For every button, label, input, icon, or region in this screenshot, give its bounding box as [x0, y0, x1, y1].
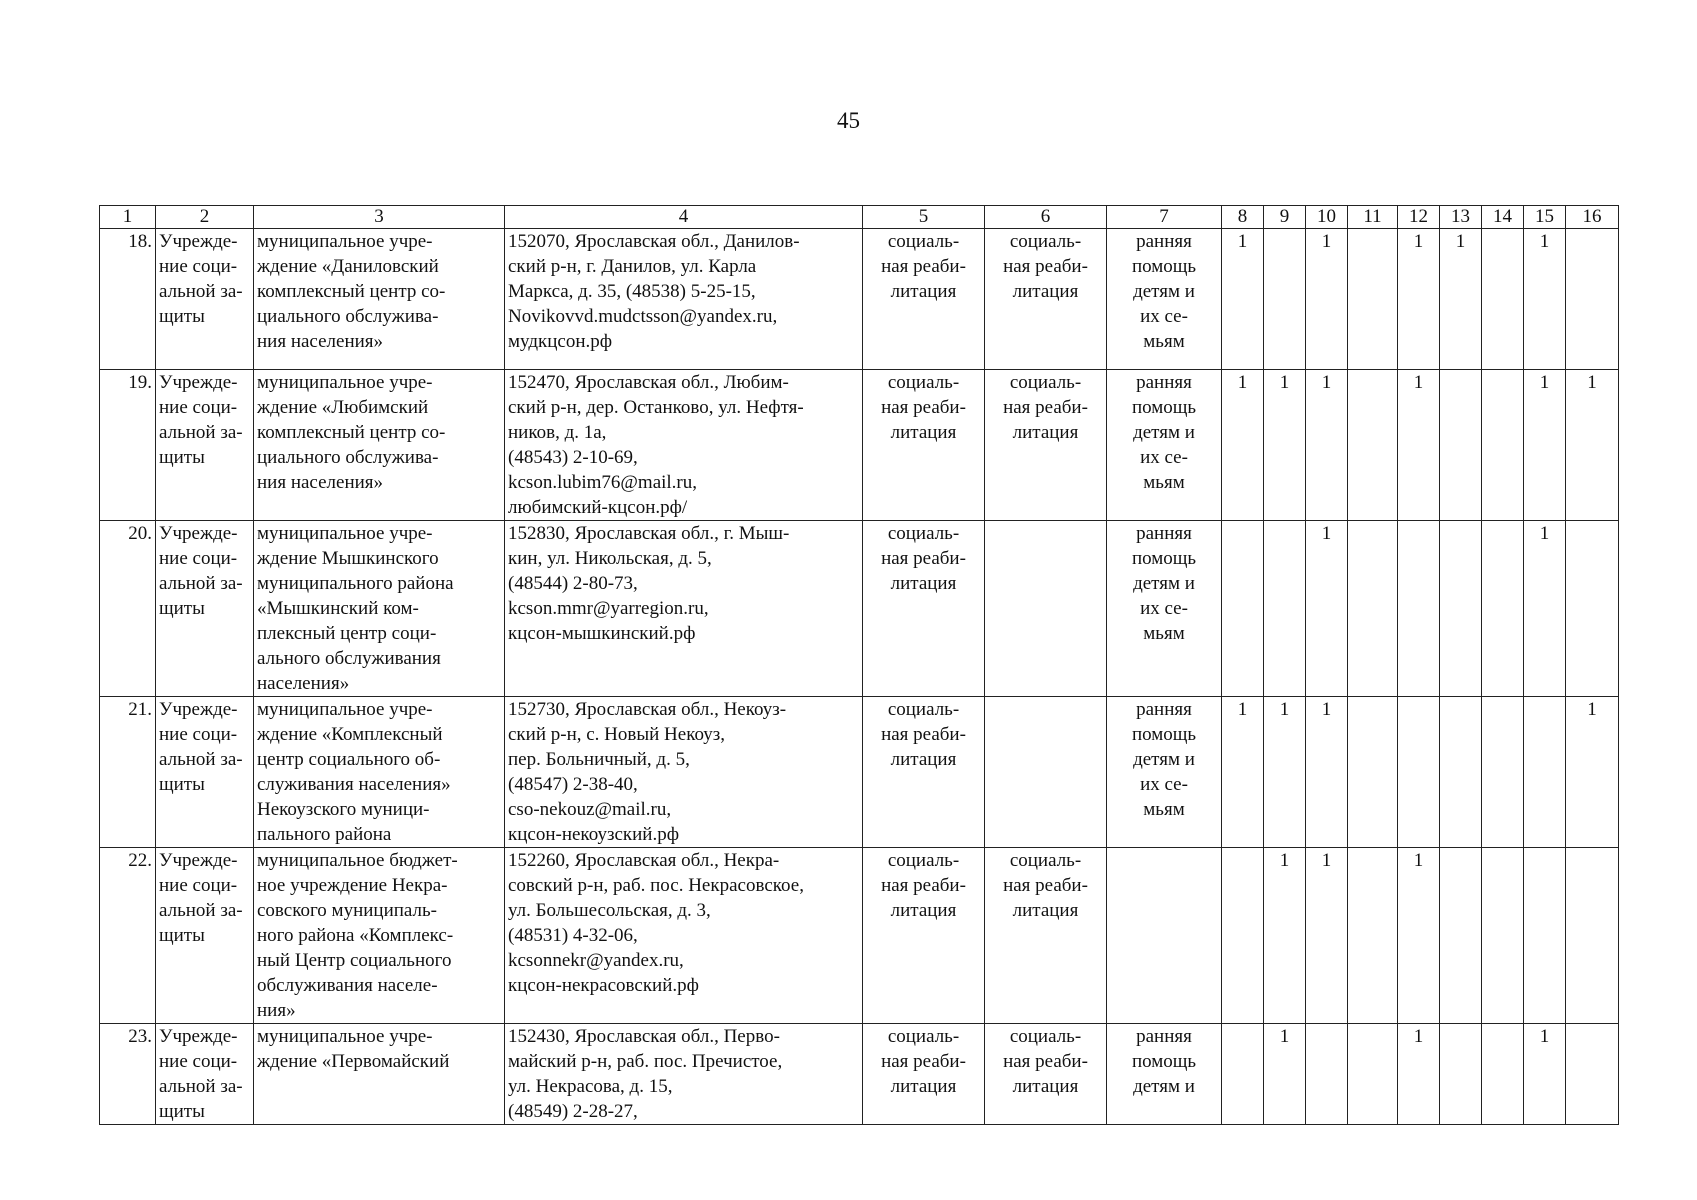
service-col6-line: социаль-	[1009, 1026, 1082, 1047]
institution-address-line: (48547) 2-38-40,	[508, 774, 638, 795]
institution-address-line: кин, ул. Никольская, д. 5,	[508, 548, 712, 569]
institution-type-line: альной за-	[159, 281, 243, 302]
institution-type	[156, 521, 254, 697]
institution-name-line: пального района	[257, 824, 392, 845]
service-col5	[863, 370, 985, 521]
mark-col13	[1440, 697, 1482, 848]
service-col7-line: мьям	[1143, 472, 1185, 493]
service-col7-line: их се-	[1140, 598, 1188, 619]
institution-name-line: муниципальное учре-	[257, 1026, 433, 1047]
mark-col9	[1264, 229, 1306, 370]
institution-type-line: альной за-	[159, 1076, 243, 1097]
institution-name-line: муниципальное учре-	[257, 231, 433, 252]
institution-name-line: центр социального об-	[257, 749, 441, 770]
service-col7	[1107, 848, 1222, 1024]
mark-col14	[1482, 1024, 1524, 1125]
mark-col12: 1	[1398, 370, 1440, 521]
institution-name	[254, 1024, 505, 1125]
institution-type	[156, 1024, 254, 1125]
service-col7-line: ранняя	[1136, 523, 1192, 544]
mark-col8	[1222, 1024, 1264, 1125]
mark-col9: 1	[1264, 848, 1306, 1024]
institution-name-line: «Мышкинский ком-	[257, 598, 419, 619]
service-col7-line: ранняя	[1136, 231, 1192, 252]
mark-col12: 1	[1398, 229, 1440, 370]
row-number: 20.	[100, 521, 156, 697]
institution-address-line: Маркса, д. 35, (48538) 5-25-15,	[508, 281, 756, 302]
institution-address-line: ский р-н, с. Новый Некоуз,	[508, 724, 726, 745]
service-col7-line: детям и	[1133, 281, 1195, 302]
institution-type	[156, 370, 254, 521]
column-header-7: 7	[1107, 206, 1222, 229]
institution-type-line: Учрежде-	[159, 699, 238, 720]
column-header-10: 10	[1306, 206, 1348, 229]
service-col7-line: детям и	[1133, 1076, 1195, 1097]
mark-col16	[1566, 521, 1619, 697]
institution-type-line: альной за-	[159, 573, 243, 594]
service-col7-line: детям и	[1133, 749, 1195, 770]
mark-col13	[1440, 521, 1482, 697]
institution-type-line: ние соци-	[159, 397, 238, 418]
institution-type-line: щиты	[159, 1101, 205, 1122]
mark-col16	[1566, 848, 1619, 1024]
institution-type-line: ние соци-	[159, 1051, 238, 1072]
column-header-9: 9	[1264, 206, 1306, 229]
institution-type-line: ние соци-	[159, 724, 238, 745]
institution-address-line: ский р-н, дер. Останково, ул. Нефтя-	[508, 397, 804, 418]
service-col5	[863, 229, 985, 370]
institution-name-line: ждение «Любимский	[257, 397, 429, 418]
institution-name-line: ального обслуживания	[257, 648, 441, 669]
institution-address-line: kcsonnekr@yandex.ru,	[508, 950, 684, 971]
mark-col11	[1348, 848, 1398, 1024]
mark-col15	[1524, 697, 1566, 848]
mark-col8: 1	[1222, 697, 1264, 848]
institution-address-line: 152470, Ярославская обл., Любим-	[508, 372, 789, 393]
institution-address-line: (48544) 2-80-73,	[508, 573, 638, 594]
mark-col12: 1	[1398, 848, 1440, 1024]
institution-type-line: Учрежде-	[159, 1026, 238, 1047]
service-col6	[985, 521, 1107, 697]
institution-name-line: Некоузского муници-	[257, 799, 430, 820]
mark-col8: 1	[1222, 370, 1264, 521]
column-header-12: 12	[1398, 206, 1440, 229]
service-col7-line: детям и	[1133, 573, 1195, 594]
institution-name-line: ждение Мышкинского	[257, 548, 439, 569]
service-col6	[985, 1024, 1107, 1125]
row-number: 22.	[100, 848, 156, 1024]
column-header-14: 14	[1482, 206, 1524, 229]
mark-col15: 1	[1524, 229, 1566, 370]
column-header-1: 1	[100, 206, 156, 229]
column-header-8: 8	[1222, 206, 1264, 229]
service-col6-line: социаль-	[1009, 372, 1082, 393]
service-col6	[985, 697, 1107, 848]
mark-col14	[1482, 521, 1524, 697]
institution-address	[505, 521, 863, 697]
service-col5	[863, 1024, 985, 1125]
row-number: 18.	[100, 229, 156, 370]
mark-col9: 1	[1264, 1024, 1306, 1125]
mark-col14	[1482, 229, 1524, 370]
service-col7-line: помощь	[1131, 1051, 1197, 1072]
institution-address-line: кцсон-мышкинский.рф	[508, 623, 696, 644]
service-col7-line: мьям	[1143, 799, 1185, 820]
institution-name-line: обслуживания населе-	[257, 975, 438, 996]
mark-col15: 1	[1524, 1024, 1566, 1125]
institution-type-line: ние соци-	[159, 548, 238, 569]
institution-address-line: cso-nekouz@mail.ru,	[508, 799, 672, 820]
institution-address-line: мудкцсон.рф	[508, 331, 613, 352]
institution-address-line: совский р-н, раб. пос. Некрасовское,	[508, 875, 804, 896]
service-col6	[985, 370, 1107, 521]
institution-type-line: щиты	[159, 447, 205, 468]
column-header-3: 3	[254, 206, 505, 229]
mark-col8	[1222, 848, 1264, 1024]
service-col5-line: социаль-	[887, 1026, 960, 1047]
institution-address-line: kcson.mmr@yarregion.ru,	[508, 598, 709, 619]
institution-address-line: кцсон-некоузский.рф	[508, 824, 680, 845]
service-col6-line: ная реаби-	[1003, 1051, 1088, 1072]
institution-address-line: ников, д. 1а,	[508, 422, 607, 443]
service-col6-line: литация	[1012, 900, 1079, 921]
service-col6	[985, 848, 1107, 1024]
service-col7	[1107, 1024, 1222, 1125]
mark-col8	[1222, 521, 1264, 697]
page-number: 45	[837, 108, 860, 133]
mark-col12	[1398, 521, 1440, 697]
column-header-13: 13	[1440, 206, 1482, 229]
institution-address-line: kcson.lubim76@mail.ru,	[508, 472, 698, 493]
service-col6-line: социаль-	[1009, 850, 1082, 871]
service-col6-line: ная реаби-	[1003, 256, 1088, 277]
institution-name-line: ния населения»	[257, 331, 384, 352]
institution-address-line: 152730, Ярославская обл., Некоуз-	[508, 699, 787, 720]
service-col7-line: помощь	[1131, 397, 1197, 418]
institution-name	[254, 229, 505, 370]
row-number: 23.	[100, 1024, 156, 1125]
service-col5	[863, 521, 985, 697]
institution-type	[156, 848, 254, 1024]
service-col5-line: социаль-	[887, 699, 960, 720]
institution-type-line: ние соци-	[159, 256, 238, 277]
service-col6-line: ная реаби-	[1003, 875, 1088, 896]
row-number: 21.	[100, 697, 156, 848]
column-header-6: 6	[985, 206, 1107, 229]
service-col7-line: помощь	[1131, 548, 1197, 569]
institution-address	[505, 229, 863, 370]
mark-col16: 1	[1566, 370, 1619, 521]
mark-col15	[1524, 848, 1566, 1024]
institution-type	[156, 697, 254, 848]
institution-address	[505, 370, 863, 521]
institution-type-line: альной за-	[159, 900, 243, 921]
institution-address	[505, 848, 863, 1024]
institution-name-line: совского муниципаль-	[257, 900, 437, 921]
table-row	[100, 370, 1619, 521]
service-col7-line: детям и	[1133, 422, 1195, 443]
service-col6-line: литация	[1012, 281, 1079, 302]
service-col7	[1107, 229, 1222, 370]
institution-name-line: муниципальное учре-	[257, 699, 433, 720]
service-col5-line: литация	[890, 900, 957, 921]
service-col7-line: ранняя	[1136, 1026, 1192, 1047]
mark-col11	[1348, 521, 1398, 697]
service-col5-line: ная реаби-	[881, 548, 966, 569]
institution-type-line: Учрежде-	[159, 372, 238, 393]
mark-col13: 1	[1440, 229, 1482, 370]
institution-name-line: ждение «Даниловский	[257, 256, 439, 277]
institution-name-line: муниципальное учре-	[257, 523, 433, 544]
institution-name	[254, 848, 505, 1024]
service-col5	[863, 697, 985, 848]
institution-name-line: ждение «Первомайский	[257, 1051, 450, 1072]
institution-address-line: (48543) 2-10-69,	[508, 447, 638, 468]
column-header-5: 5	[863, 206, 985, 229]
mark-col10: 1	[1306, 521, 1348, 697]
service-col6-line: литация	[1012, 422, 1079, 443]
mark-col10: 1	[1306, 697, 1348, 848]
mark-col8: 1	[1222, 229, 1264, 370]
institution-name-line: ное учреждение Некра-	[257, 875, 448, 896]
institution-type-line: щиты	[159, 925, 205, 946]
institution-name-line: ждение «Комплексный	[257, 724, 443, 745]
institution-name-line: комплексный центр со-	[257, 422, 446, 443]
institution-name-line: циального обслужива-	[257, 447, 439, 468]
institution-address	[505, 1024, 863, 1125]
service-col5-line: социаль-	[887, 231, 960, 252]
institution-address-line: 152430, Ярославская обл., Перво-	[508, 1026, 780, 1047]
mark-col13	[1440, 370, 1482, 521]
mark-col10: 1	[1306, 370, 1348, 521]
table-row	[100, 697, 1619, 848]
table-row	[100, 229, 1619, 370]
mark-col13	[1440, 848, 1482, 1024]
mark-col10: 1	[1306, 848, 1348, 1024]
column-header-2: 2	[156, 206, 254, 229]
institution-type-line: альной за-	[159, 749, 243, 770]
institution-address-line: (48549) 2-28-27,	[508, 1101, 638, 1122]
mark-col9: 1	[1264, 697, 1306, 848]
service-col5-line: ная реаби-	[881, 256, 966, 277]
institution-name	[254, 370, 505, 521]
mark-col9	[1264, 521, 1306, 697]
service-col5-line: социаль-	[887, 850, 960, 871]
institution-name	[254, 521, 505, 697]
column-header-4: 4	[505, 206, 863, 229]
mark-col16: 1	[1566, 697, 1619, 848]
institution-type-line: альной за-	[159, 422, 243, 443]
mark-col15: 1	[1524, 370, 1566, 521]
institution-address-line: майский р-н, раб. пос. Пречистое,	[508, 1051, 783, 1072]
service-col5-line: ная реаби-	[881, 397, 966, 418]
mark-col16	[1566, 229, 1619, 370]
institution-name-line: муниципальное учре-	[257, 372, 433, 393]
service-col7-line: мьям	[1143, 623, 1185, 644]
mark-col16	[1566, 1024, 1619, 1125]
mark-col9: 1	[1264, 370, 1306, 521]
service-col5-line: ная реаби-	[881, 875, 966, 896]
mark-col11	[1348, 1024, 1398, 1125]
institution-address	[505, 697, 863, 848]
service-col7-line: помощь	[1131, 724, 1197, 745]
mark-col14	[1482, 370, 1524, 521]
institution-name	[254, 697, 505, 848]
institution-type-line: Учрежде-	[159, 231, 238, 252]
service-col7-line: их се-	[1140, 447, 1188, 468]
mark-col11	[1348, 370, 1398, 521]
service-col6-line: ная реаби-	[1003, 397, 1088, 418]
service-col7-line: ранняя	[1136, 699, 1192, 720]
service-col7	[1107, 697, 1222, 848]
table-row	[100, 848, 1619, 1024]
service-col7	[1107, 370, 1222, 521]
institution-type-line: щиты	[159, 774, 205, 795]
table-body	[100, 206, 1619, 1125]
service-col5-line: литация	[890, 281, 957, 302]
column-number-header-row	[100, 206, 1619, 229]
institution-name-line: служивания населения»	[257, 774, 451, 795]
institutions-table	[99, 205, 1619, 1125]
service-col6	[985, 229, 1107, 370]
institution-name-line: ный Центр социального	[257, 950, 452, 971]
institution-address-line: любимский-кцсон.рф/	[508, 497, 688, 518]
service-col6-line: литация	[1012, 1076, 1079, 1097]
mark-col10	[1306, 1024, 1348, 1125]
service-col7-line: мьям	[1143, 331, 1185, 352]
institution-name-line: плексный центр соци-	[257, 623, 437, 644]
institution-address-line: Novikovvd.mudctsson@yandex.ru,	[508, 306, 778, 327]
column-header-16: 16	[1566, 206, 1619, 229]
service-col5-line: ная реаби-	[881, 724, 966, 745]
institution-name-line: муниципальное бюджет-	[257, 850, 458, 871]
mark-col14	[1482, 697, 1524, 848]
institution-type-line: щиты	[159, 306, 205, 327]
table-row	[100, 521, 1619, 697]
service-col5	[863, 848, 985, 1024]
service-col5-line: литация	[890, 749, 957, 770]
mark-col12: 1	[1398, 1024, 1440, 1125]
column-header-11: 11	[1348, 206, 1398, 229]
institution-address-line: кцсон-некрасовский.рф	[508, 975, 699, 996]
institution-name-line: ния»	[257, 1000, 296, 1021]
column-header-15: 15	[1524, 206, 1566, 229]
service-col5-line: литация	[890, 1076, 957, 1097]
service-col7-line: ранняя	[1136, 372, 1192, 393]
row-number: 19.	[100, 370, 156, 521]
institution-type-line: ние соци-	[159, 875, 238, 896]
institution-name-line: ного района «Комплекс-	[257, 925, 454, 946]
service-col6-line: социаль-	[1009, 231, 1082, 252]
mark-col11	[1348, 697, 1398, 848]
institution-type-line: Учрежде-	[159, 523, 238, 544]
mark-col14	[1482, 848, 1524, 1024]
institution-type-line: Учрежде-	[159, 850, 238, 871]
institution-address-line: 152260, Ярославская обл., Некра-	[508, 850, 780, 871]
service-col5-line: социаль-	[887, 523, 960, 544]
institution-address-line: ский р-н, г. Данилов, ул. Карла	[508, 256, 757, 277]
institution-name-line: ния населения»	[257, 472, 384, 493]
mark-col15: 1	[1524, 521, 1566, 697]
institution-address-line: 152830, Ярославская обл., г. Мыш-	[508, 523, 790, 544]
institution-name-line: комплексный центр со-	[257, 281, 446, 302]
service-col7-line: их се-	[1140, 306, 1188, 327]
institution-address-line: пер. Больничный, д. 5,	[508, 749, 690, 770]
service-col5-line: ная реаби-	[881, 1051, 966, 1072]
service-col5-line: литация	[890, 573, 957, 594]
service-col7-line: их се-	[1140, 774, 1188, 795]
table-row	[100, 1024, 1619, 1125]
institution-address-line: ул. Большесольская, д. 3,	[508, 900, 711, 921]
institution-type	[156, 229, 254, 370]
institution-name-line: циального обслужива-	[257, 306, 439, 327]
mark-col10: 1	[1306, 229, 1348, 370]
institution-type-line: щиты	[159, 598, 205, 619]
institution-name-line: муниципального района	[257, 573, 454, 594]
service-col5-line: социаль-	[887, 372, 960, 393]
service-col5-line: литация	[890, 422, 957, 443]
institution-name-line: населения»	[257, 673, 350, 694]
mark-col13	[1440, 1024, 1482, 1125]
mark-col11	[1348, 229, 1398, 370]
mark-col12	[1398, 697, 1440, 848]
service-col7-line: помощь	[1131, 256, 1197, 277]
institution-address-line: 152070, Ярославская обл., Данилов-	[508, 231, 800, 252]
service-col7	[1107, 521, 1222, 697]
institution-address-line: (48531) 4-32-06,	[508, 925, 638, 946]
institution-address-line: ул. Некрасова, д. 15,	[508, 1076, 673, 1097]
